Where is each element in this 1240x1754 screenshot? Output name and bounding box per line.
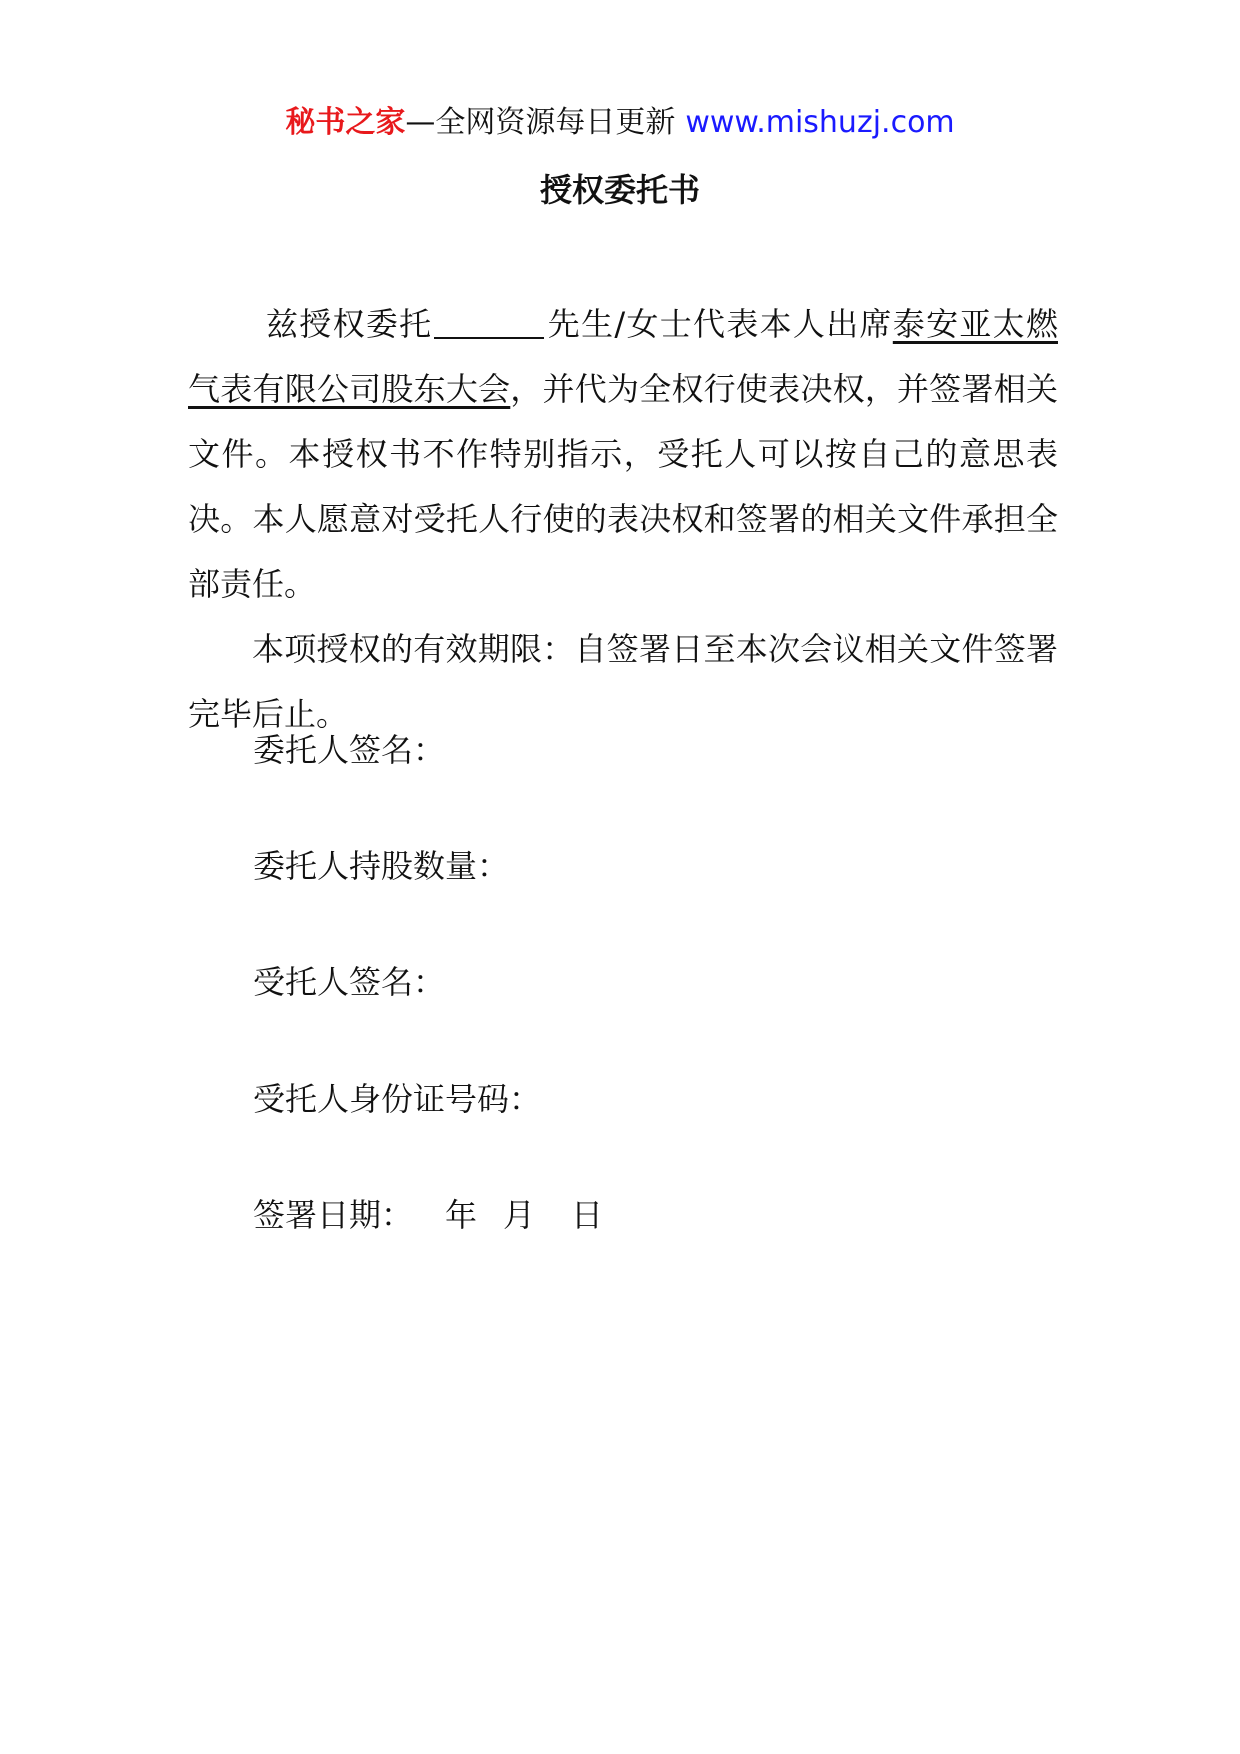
sign-date-label: 签署日期： [253,1196,414,1234]
principal-shares-label: 委托人持股数量： [253,847,510,885]
header-tagline: —全网资源每日更新 [405,105,676,140]
month-label: 月 [503,1196,536,1234]
year-label: 年 [445,1196,478,1234]
authorization-paragraph [188,292,1058,617]
agent-signature-label: 受托人签名： [253,963,446,1001]
brand-name: 秘书之家 [285,105,406,140]
authorization-rest: ，并代为全权行使表决权，并签署相关文件。本授权书不作特别指示，受托人可以按自己的意思表决。本人愿意对受托人行使的表决权和签署的相关文件承担全部责任。 [188,370,1058,603]
validity-paragraph: 本项授权的有效期限：自签署日至本次会议相关文件签署完毕后止。 [188,630,1058,733]
document-body [188,292,1058,747]
principal-signature-label: 委托人签名： [253,731,446,769]
attend-text: 先生/女士代表本人出席 [546,305,893,343]
name-blank [434,301,544,339]
sign-date-row [253,1192,603,1238]
document-title: 授权委托书 [539,171,700,209]
day-label: 日 [571,1196,604,1234]
meeting-name: 泰安亚太燃气表有限公司股东大会 [188,305,1058,408]
agent-id-label: 受托人身份证号码： [253,1080,542,1118]
authorize-text: 兹授权委托 [266,305,433,343]
site-header [0,100,1240,146]
site-url[interactable]: www.mishuzj.com [685,105,955,140]
